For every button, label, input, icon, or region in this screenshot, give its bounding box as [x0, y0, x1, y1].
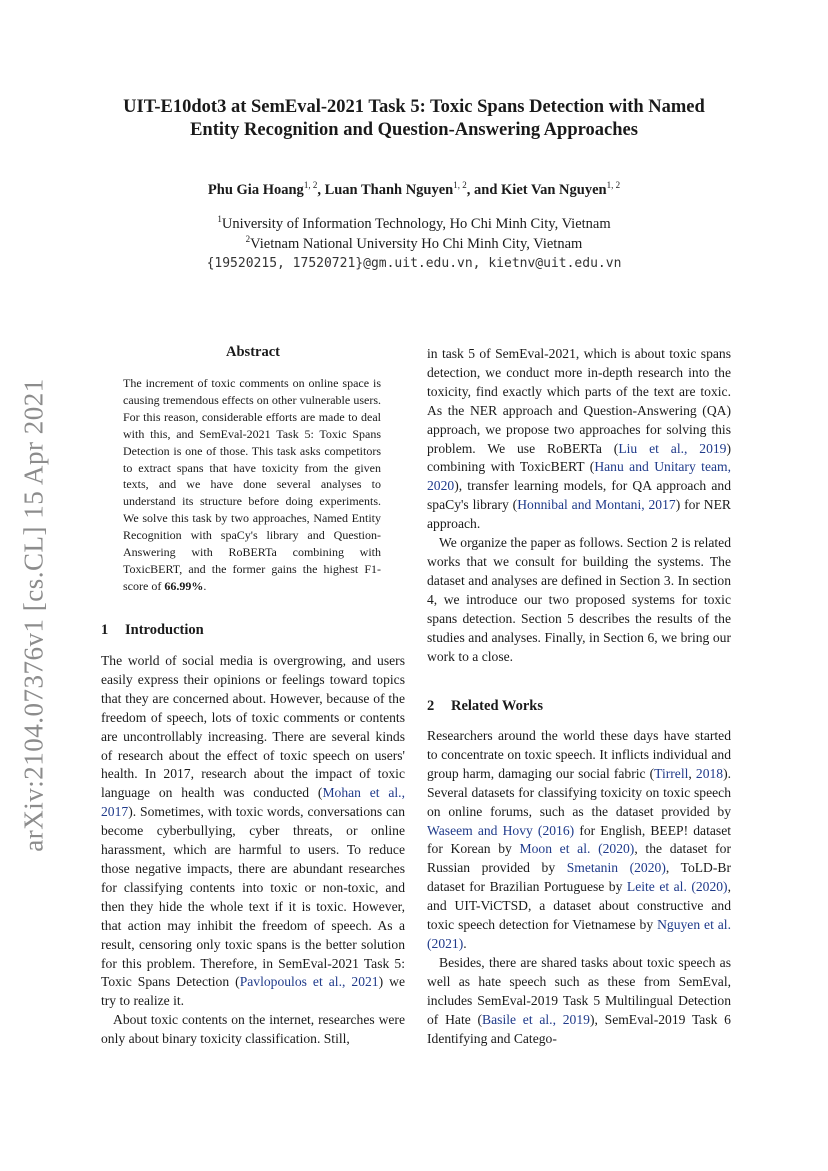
paragraph-text: , and UIT-ViCTSD, a dataset about constructive and toxic speech detection for Vietnamese by [427, 879, 731, 933]
paragraph-text: in task 5 of SemEval-2021, which is about toxic spans detection, we conduct more in-depth research into the toxicity, find exactly which parts of the text are toxic. As the NER approach and Question-Answering (QA) approach, we propose two approaches for solving this problem. We use RoBERTa ( [427, 346, 731, 456]
abstract-text: The increment of toxic comments on online space is causing tremendous effects on other vulnerable users. For this reason, considerable efforts are made to deal with this, and SemEval-2021 Task 5: Toxic Spans Detection is one of those. This task asks competitors to extract spans that have toxicity from the given texts, and we have done several analyses to understand its structure before doing experiments. We solve this task by two approaches, Named Entity Recognition with spaCy's library and Question-Answering with RoBERTa combining with ToxicBERT, and the former gains the highest F1-score of [123, 376, 381, 593]
left-column-body [101, 652, 405, 1049]
paragraph-text: About toxic contents on the internet, researches were only about binary toxicity classification. Still, [101, 1012, 405, 1047]
paragraph [427, 345, 731, 534]
paragraph [427, 727, 731, 954]
citation-link[interactable]: Nguyen et al. (2021) [427, 917, 731, 951]
paragraph [101, 1011, 405, 1049]
paragraph-text: ). Sometimes, with toxic words, conversations can become cyberbullying, cyber threats, or online harassment, which are harmful to users. To reduce those negative impacts, there are abundant researches for classifying contents into toxic or non-toxic, and then they hide the whole text if it is toxic. However, that action may inhibit the freedom of speech. As a result, censoring only toxic spans is the better solution for this problem. Therefore, in SemEval-2021 Task 5: Toxic Spans Detection ( [101, 804, 405, 990]
author-affiliation-mark: 1, 2 [606, 180, 621, 190]
author-name: Kiet Van Nguyen [501, 181, 607, 198]
citation-link[interactable]: Honnibal and Montani, 2017 [517, 497, 676, 513]
citation-link[interactable]: Waseem and Hovy (2016) [427, 822, 575, 838]
paragraph-text: ). Several datasets for classifying toxicity on toxic speech on online forums, such as the dataset provided by [427, 765, 732, 819]
affiliation-1 [60, 214, 768, 233]
paragraph-text: for English, BEEP! dataset for Korean by [427, 822, 731, 857]
citation-link[interactable]: Basile et al., 2019 [482, 1011, 590, 1027]
affiliation-mark: 2 [245, 234, 251, 244]
citation-link[interactable]: Leite et al. (2020) [626, 879, 728, 895]
paragraph [427, 534, 731, 666]
paragraph-text: ) combining with ToxicBERT ( [427, 440, 731, 475]
paragraph [427, 954, 731, 1049]
section-number: 2 [427, 698, 435, 714]
paragraph-text: ), SemEval-2019 Task 6 Identifying and Catego- [427, 1011, 731, 1046]
paragraph-text: ) for NER approach. [427, 497, 731, 532]
affiliation-text: University of Information Technology, Ho Chi Minh City, Vietnam [221, 215, 611, 232]
abstract-score: 66.99% [164, 578, 204, 593]
abstract-end: . [203, 578, 207, 593]
citation-link[interactable]: Tirrell [654, 765, 689, 781]
author-separator: , and [466, 181, 502, 198]
citation-link[interactable]: 2018 [695, 765, 724, 781]
affiliation-mark: 1 [217, 214, 222, 224]
citation-link[interactable]: Smetanin (2020) [566, 860, 666, 876]
paragraph-text: , the dataset for Russian provided by [427, 841, 731, 876]
paragraph-text: The world of social media is overgrowing, and users easily express their opinions or feelings toward topics that they are concerned about. However, because of the freedom of speech, lots of toxic comments or contents are uncontrollably increasing. There are several kinds of research about the effect of toxic speech on users' health. In 2017, research about the impact of toxic language on health was conducted ( [101, 653, 405, 801]
paragraph-text: , [688, 765, 696, 781]
title-line-1: UIT-E10dot3 at SemEval-2021 Task 5: Toxic Spans Detection with Named [123, 97, 705, 117]
section-1-heading [101, 621, 405, 640]
section-title: Introduction [125, 622, 204, 638]
arxiv-id: arXiv:2104.07376v1 [cs.CL] 15 Apr 2021 [18, 378, 49, 852]
author-name: Luan Thanh Nguyen [324, 181, 454, 198]
citation-link[interactable]: Liu et al., 2019 [618, 440, 727, 456]
paper-title [60, 96, 768, 142]
right-column-top [427, 345, 731, 666]
paragraph-text: We organize the paper as follows. Section 2 is related works that we consult for building the systems. The dataset and analyses are defined in Section 3. In section 4, we introduce our two proposed systems for toxic spans detection. Section 5 describes the results of the studies and analyses. Finally, in Section 6, we bring our work to a close. [427, 535, 731, 664]
affiliation-2 [60, 234, 768, 253]
paragraph-text: Researchers around the world these days have started to concentrate on toxic speech. It inflicts individual and group harm, damaging our social fabric ( [427, 728, 731, 781]
paragraph-text: Besides, there are shared tasks about toxic speech as well as hate speech such as these from SemEval, includes SemEval-2019 Task 5 Multilingual Detection of Hate ( [427, 954, 731, 1027]
author-separator: , [317, 181, 325, 198]
author-list [60, 180, 768, 199]
citation-link[interactable]: Hanu and Unitary team, 2020 [427, 459, 731, 494]
affiliation-text: Vietnam National University Ho Chi Minh City, Vietnam [250, 235, 583, 252]
paragraph-text: ) we try to realize it. [101, 974, 405, 1009]
abstract-body [123, 375, 381, 595]
section-title: Related Works [451, 698, 543, 714]
paragraph-text: , ToLD-Br dataset for Brazilian Portuguese by [427, 860, 731, 895]
paragraph-text: . [463, 935, 467, 951]
arxiv-stamp [14, 370, 54, 860]
abstract-heading: Abstract [226, 344, 280, 360]
citation-link[interactable]: Moon et al. (2020) [519, 841, 635, 857]
paragraph-text: ), transfer learning models, for QA approach and spaCy's library ( [427, 478, 731, 513]
section-number: 1 [101, 622, 109, 638]
author-affiliation-mark: 1, 2 [453, 180, 467, 190]
paragraph [101, 652, 405, 1011]
title-line-2: Entity Recognition and Question-Answering Approaches [190, 120, 638, 140]
author-name: Phu Gia Hoang [207, 181, 304, 198]
citation-link[interactable]: Mohan et al., 2017 [101, 785, 405, 820]
author-affiliation-mark: 1, 2 [303, 180, 318, 190]
citation-link[interactable]: Pavlopoulos et al., 2021 [239, 974, 379, 990]
section-2-heading [427, 697, 731, 716]
author-emails: {19520215, 17520721}@gm.uit.edu.vn, kietnv@uit.edu.vn [206, 256, 622, 271]
right-column-bottom [427, 727, 731, 1048]
